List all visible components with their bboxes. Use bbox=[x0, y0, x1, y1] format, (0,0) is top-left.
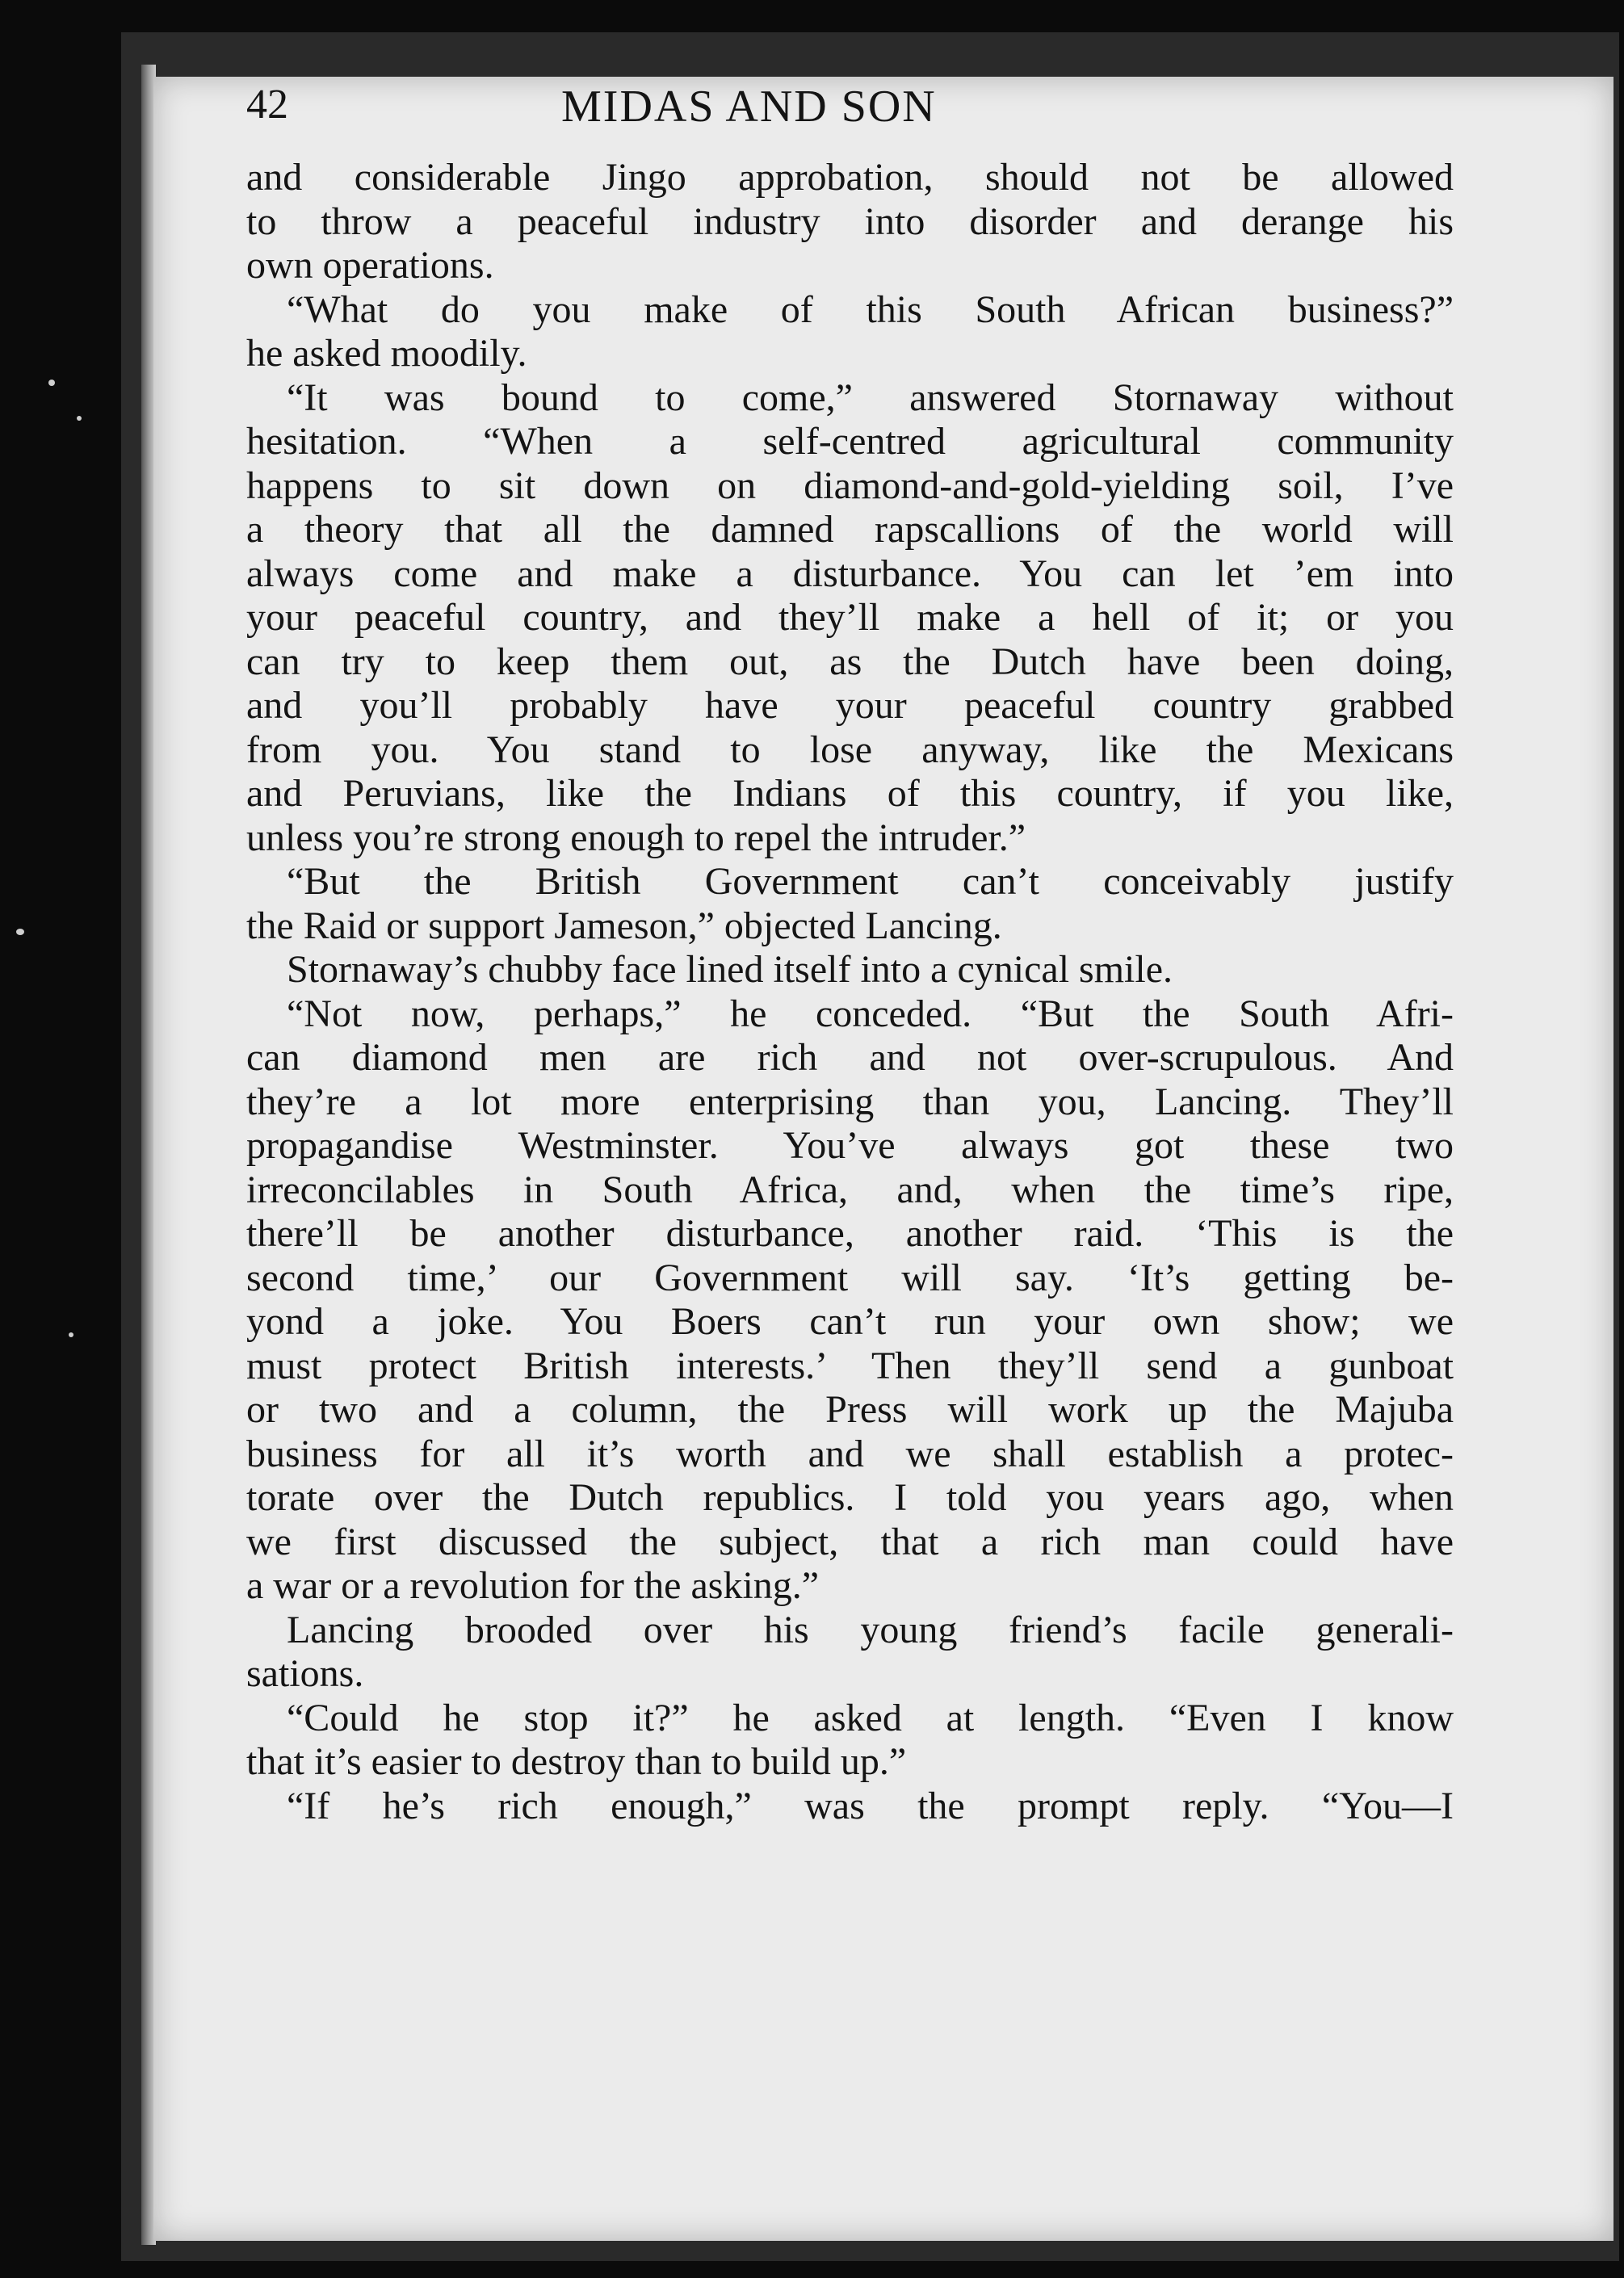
text-line: a theory that all the damned rapscallions of the world will bbox=[246, 508, 1454, 551]
text-line: a war or a revolution for the asking.” bbox=[246, 1564, 820, 1607]
text-line: hesitation. “When a self-centred agricultural community bbox=[246, 420, 1454, 463]
text-line: they’re a lot more enterprising than you, Lancing. They’ll bbox=[246, 1080, 1454, 1123]
text-line: we first discussed the subject, that a rich man could have bbox=[246, 1520, 1454, 1563]
text-line: “What do you make of this South African business?” bbox=[287, 287, 1454, 331]
text-line: propagandise Westminster. You’ve always got these two bbox=[246, 1124, 1454, 1167]
text-line: “Could he stop it?” he asked at length. “Even I know bbox=[287, 1696, 1454, 1739]
text-line: must protect British interests.’ Then they’ll send a gunboat bbox=[246, 1344, 1454, 1387]
text-line: from you. You stand to lose anyway, like the Mexicans bbox=[246, 728, 1454, 771]
scan-speck bbox=[69, 1332, 73, 1337]
text-line: can diamond men are rich and not over-scrupulous. And bbox=[246, 1036, 1454, 1079]
text-line: there’ll be another disturbance, another raid. ‘This is the bbox=[246, 1212, 1454, 1255]
text-line: irreconcilables in South Africa, and, when the time’s ripe, bbox=[246, 1168, 1454, 1211]
text-line: your peaceful country, and they’ll make a hell of it; or you bbox=[246, 596, 1454, 639]
text-line: yond a joke. You Boers can’t run your own show; we bbox=[246, 1300, 1454, 1343]
scan-speck bbox=[48, 380, 55, 386]
text-line: and you’ll probably have your peaceful country grabbed bbox=[246, 684, 1454, 727]
body-text bbox=[246, 156, 1454, 1828]
text-line: Lancing brooded over his young friend’s facile generali- bbox=[287, 1608, 1454, 1651]
text-line: “Not now, perhaps,” he conceded. “But the South Afri- bbox=[287, 992, 1454, 1035]
text-line: “But the British Government can’t conceivably justify bbox=[287, 860, 1454, 903]
page-number: 42 bbox=[246, 82, 288, 128]
page-header bbox=[246, 81, 1458, 145]
text-line: business for all it’s worth and we shall establish a protec- bbox=[246, 1432, 1454, 1475]
text-line: always come and make a disturbance. You can let ’em into bbox=[246, 552, 1454, 595]
text-line: sations. bbox=[246, 1652, 364, 1695]
text-line: and considerable Jingo approbation, should not be allowed bbox=[246, 156, 1454, 199]
text-line: to throw a peaceful industry into disorder and derange his bbox=[246, 199, 1454, 243]
text-line: happens to sit down on diamond-and-gold-yielding soil, I’ve bbox=[246, 464, 1454, 507]
running-title: MIDAS AND SON bbox=[561, 82, 937, 132]
scan-speck bbox=[16, 929, 24, 935]
text-line: can try to keep them out, as the Dutch have been doing, bbox=[246, 640, 1454, 683]
text-line: the Raid or support Jameson,” objected Lancing. bbox=[246, 904, 1002, 947]
text-line: torate over the Dutch republics. I told you years ago, when bbox=[246, 1476, 1454, 1519]
text-line: unless you’re strong enough to repel the intruder.” bbox=[246, 816, 1026, 859]
text-line: that it’s easier to destroy than to build up.” bbox=[246, 1740, 907, 1783]
text-line: Stornaway’s chubby face lined itself into a cynical smile. bbox=[287, 948, 1173, 991]
text-line: or two and a column, the Press will work up the Majuba bbox=[246, 1388, 1454, 1431]
text-line: “It was bound to come,” answered Stornaway without bbox=[287, 375, 1454, 419]
text-line: own operations. bbox=[246, 244, 494, 287]
scan-speck bbox=[77, 416, 82, 421]
text-line: and Peruvians, like the Indians of this country, if you like, bbox=[246, 772, 1454, 815]
text-line: second time,’ our Government will say. ‘It’s getting be- bbox=[246, 1256, 1454, 1299]
text-line: “If he’s rich enough,” was the prompt reply. “You—I bbox=[287, 1784, 1454, 1827]
text-line: he asked moodily. bbox=[246, 332, 527, 375]
